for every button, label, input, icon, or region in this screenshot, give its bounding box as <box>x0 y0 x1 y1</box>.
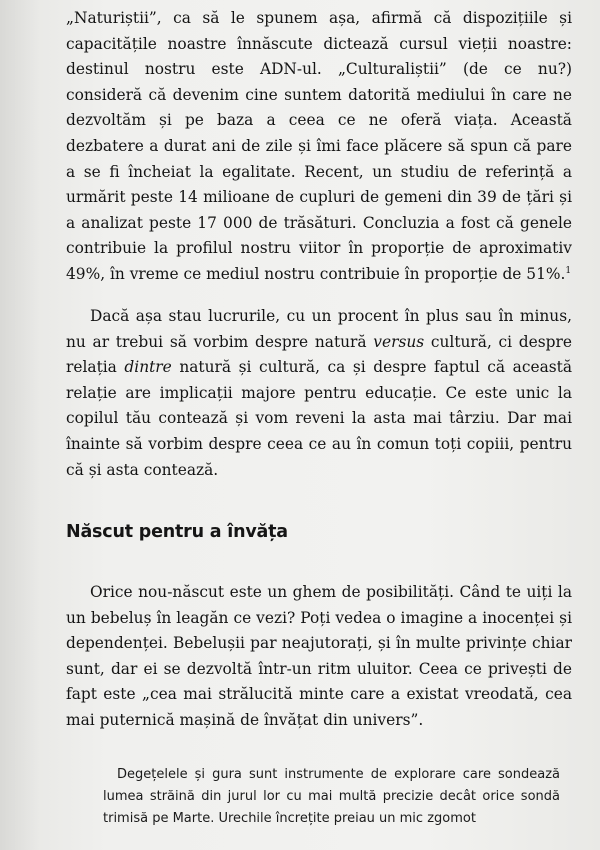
caption-text: Degețelele și gura sunt instrumente de explorare care sondează lumea străină din jurul lor cu mai multă precizie decât orice sondă trimisă pe Marte. Urechile încrețite preiau un mic zgomot <box>103 767 560 826</box>
paragraph-newborn: Orice nou-născut este un ghem de posibilități. Când te uiți la un bebeluș în leagăn ce vezi? Poți vedea o imagine a inocenței și dependenței. Bebelușii par neajutorați, și în multe privințe chiar sunt, dar ei se dezvoltă într-un ritm uluitor. Ceea ce privești de fapt este „cea mai strălucită minte care a existat vreodată, cea mai puternică mașină de învățat din univers”. <box>66 583 572 729</box>
paragraph2-part2: cultură, ci despre relația <box>66 332 572 377</box>
paragraph2-part1: Dacă așa stau lucrurile, cu un procent în plus sau în minus, nu ar trebui să vorbim despre natură <box>66 307 572 351</box>
section-heading: Născut pentru a învăța <box>66 522 288 542</box>
page-gutter-shadow <box>0 0 40 850</box>
paragraph2-emphasis-dintre: dintre <box>124 358 172 377</box>
paragraph2-emphasis-versus: versus <box>373 332 425 351</box>
paragraph1-text: „Naturiștii”, ca să le spunem așa, afirmă că dispozițiile și capacitățile noastre înnăscute dictează cursul vieții noastre: destinul nostru este ADN-ul. „Culturaliștii” (de ce nu?) consideră că devenim cine suntem datorită mediului în care ne dezvoltăm și pe baza a ceea ce ne oferă viața. Această dezbatere a durat ani de zile și îmi face plăcere să spun că pare a se fi încheiat la egalitate. Recent, un studiu de referință a urmărit peste 14 milioane de cupluri de gemeni din 39 de țări și a analizat peste 17 000 de trăsături. Concluzia a fost că genele contribuie la profilul nostru viitor în proporție de aproximativ 49%, în vreme ce mediul nostru contribuie în proporție de 51%. <box>66 9 572 283</box>
paragraph-relationship <box>66 304 572 483</box>
paragraph-nature-vs-nurture <box>66 6 572 288</box>
paragraph2-part3: natură și cultură, ca și despre faptul că această relație are implicații majore pentru educație. Ce este unic la copilul tău contează și vom reveni la asta mai târziu. Dar mai înainte să vorbim despre ceea ce au în comun toți copiii, pentru că și asta contează. <box>66 358 572 479</box>
footnote-marker[interactable]: 1 <box>565 265 572 276</box>
